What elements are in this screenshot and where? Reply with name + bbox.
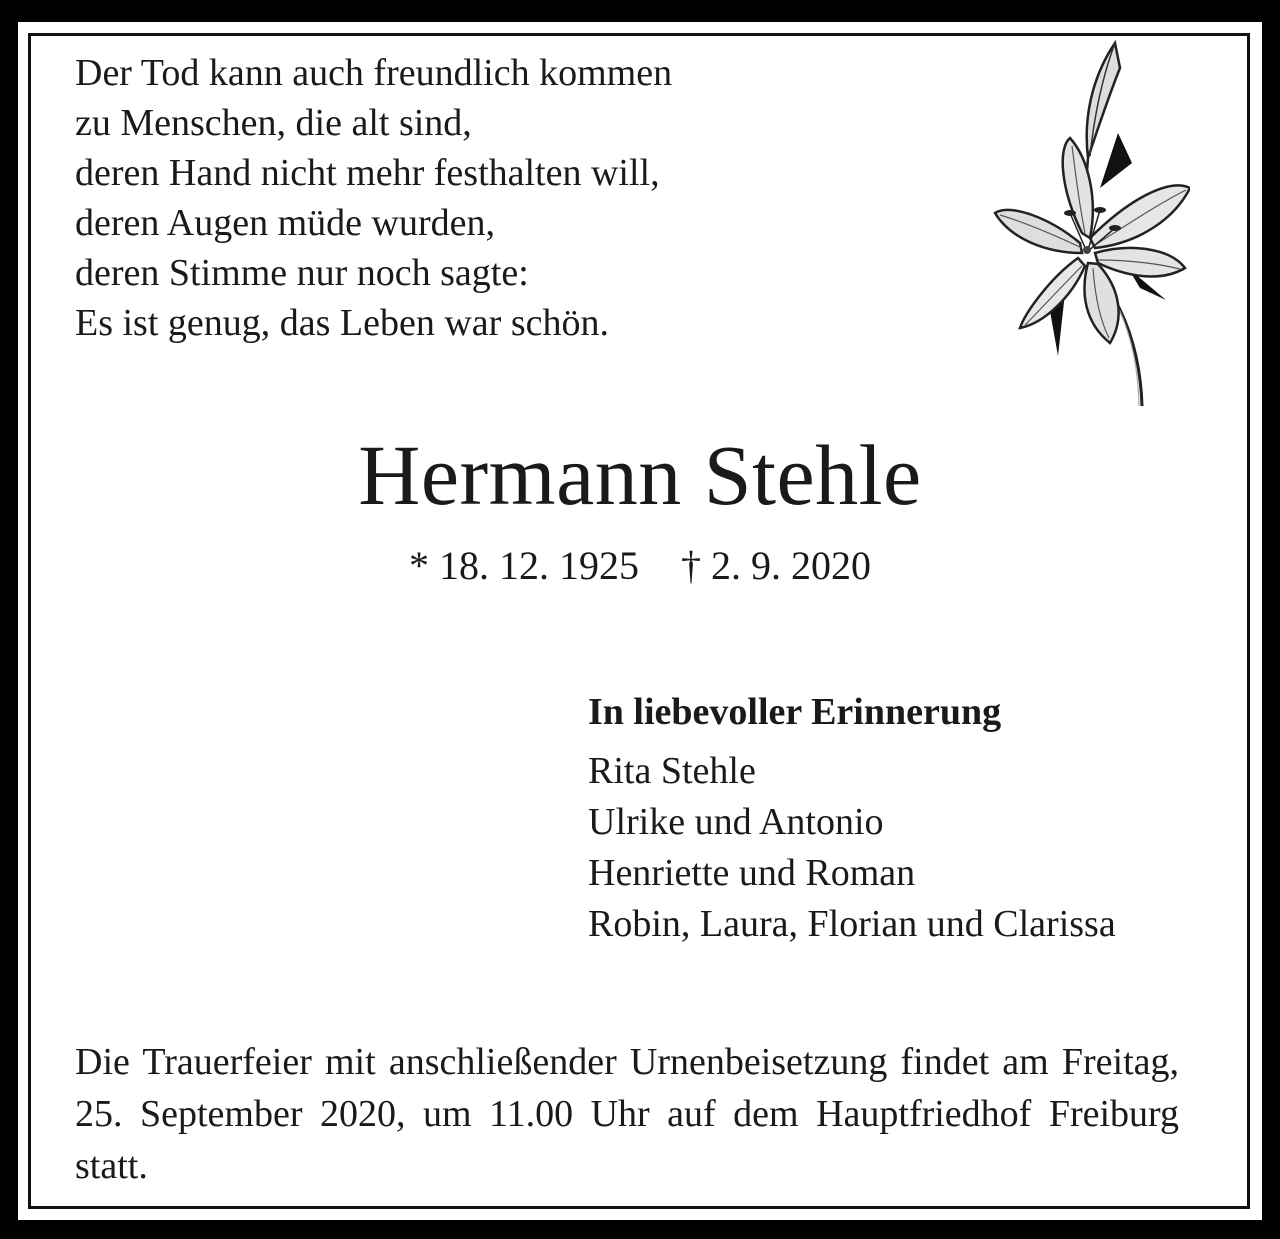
death-date: † 2. 9. 2020 [681, 543, 871, 588]
poem-line: Der Tod kann auch freundlich kommen [75, 52, 673, 94]
poem-line: Es ist genug, das Leben war schön. [75, 302, 609, 344]
ceremony-notice: Die Trauerfeier mit anschließender Urnenbeisetzung findet am Freitag, 25. September 2020, um 11.00 Uhr auf dem Hauptfriedhof Freiburg statt. [75, 1041, 1179, 1187]
memory-heading: In liebevoller Erinnerung [588, 691, 1002, 733]
mourner-name: Robin, Laura, Florian und Clarissa [588, 903, 1116, 945]
life-dates [0, 540, 1280, 592]
poem-line: zu Menschen, die alt sind, [75, 102, 472, 144]
poem-line: deren Augen müde wurden, [75, 202, 495, 244]
birth-date: * 18. 12. 1925 [409, 543, 639, 588]
mourner-name: Ulrike und Antonio [588, 801, 884, 843]
poem-line: deren Hand nicht mehr festhalten will, [75, 152, 660, 194]
lily-flower-icon [990, 38, 1190, 408]
poem-line: deren Stimme nur noch sagte: [75, 252, 529, 294]
mourner-name: Rita Stehle [588, 750, 756, 792]
mourner-name: Henriette und Roman [588, 852, 916, 894]
mourners-block [588, 686, 1116, 950]
poem [75, 48, 672, 348]
deceased-name: Hermann Stehle [358, 427, 922, 523]
